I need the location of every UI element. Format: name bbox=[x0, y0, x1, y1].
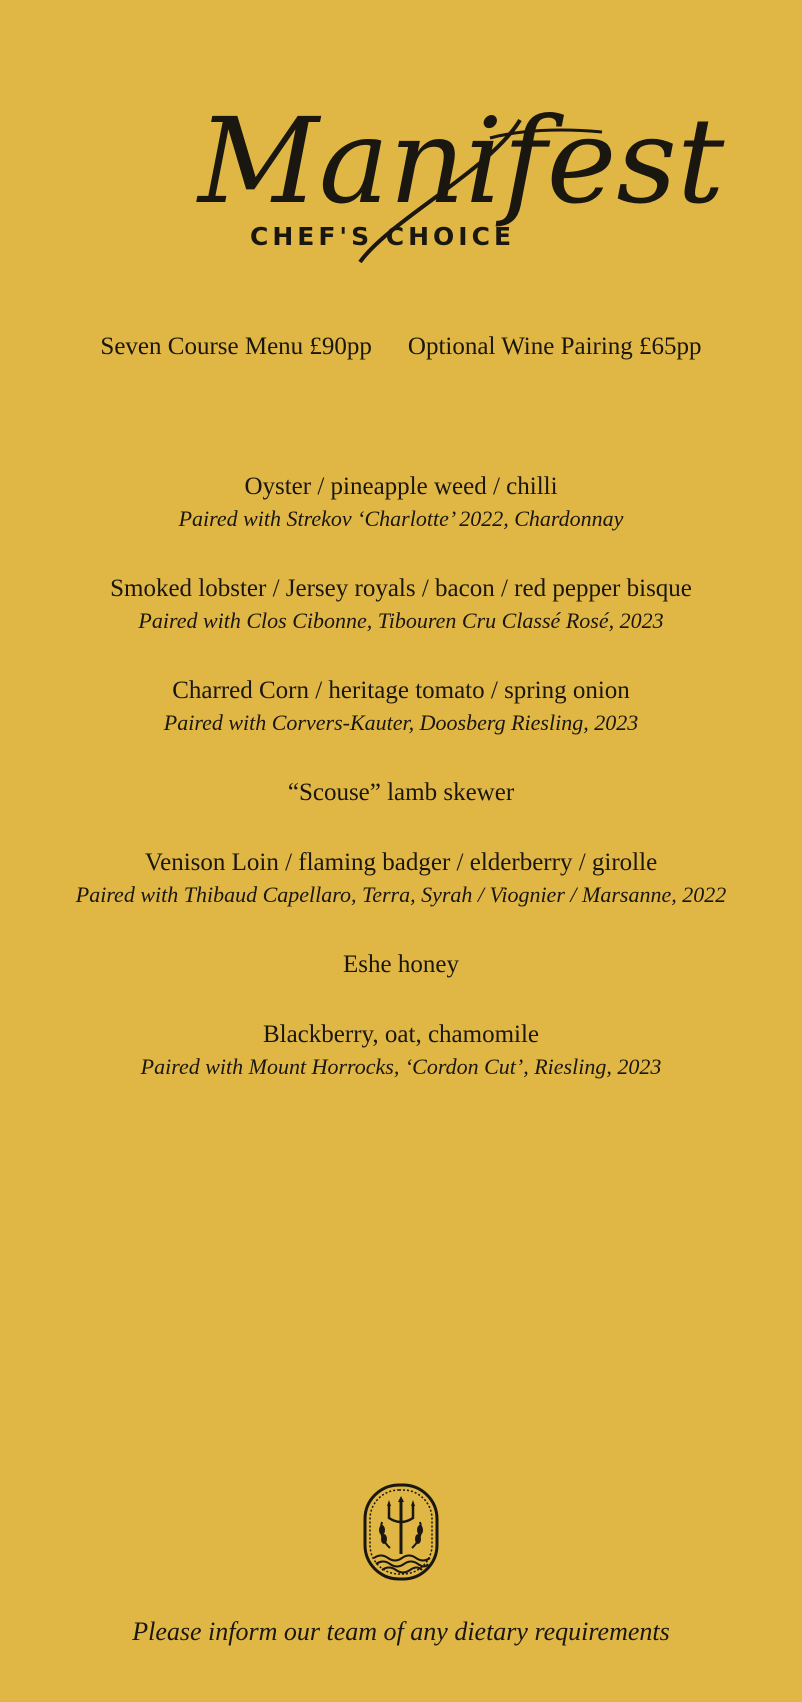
course-item bbox=[0, 1018, 802, 1082]
course-pairing: Paired with Corvers-Kauter, Doosberg Riesling, 2023 bbox=[163, 710, 639, 735]
course-title: Venison Loin / flaming badger / elderberry / girolle bbox=[144, 849, 658, 876]
course-item bbox=[0, 572, 802, 636]
course-item bbox=[0, 674, 802, 738]
course-title: Smoked lobster / Jersey royals / bacon / red pepper bisque bbox=[110, 575, 692, 602]
menu-price: Seven Course Menu £90pp bbox=[100, 333, 372, 360]
course-title: Eshe honey bbox=[343, 951, 459, 978]
logo-subtitle: CHEF'S CHOICE bbox=[250, 222, 516, 251]
course-title: Charred Corn / heritage tomato / spring onion bbox=[172, 677, 630, 704]
course-item bbox=[0, 948, 802, 982]
course-item bbox=[0, 470, 802, 534]
manifest-logo bbox=[190, 92, 725, 270]
logo-script-text: Manifest bbox=[198, 92, 725, 230]
course-item bbox=[0, 776, 802, 810]
course-title: “Scouse” lamb skewer bbox=[287, 779, 515, 806]
course-list bbox=[0, 470, 802, 1120]
course-title: Blackberry, oat, chamomile bbox=[262, 1021, 540, 1048]
dietary-note: Please inform our team of any dietary requirements bbox=[132, 1617, 670, 1646]
course-pairing: Paired with Thibaud Capellaro, Terra, Syrah / Viognier / Marsanne, 2022 bbox=[75, 882, 727, 907]
wine-pairing-price: Optional Wine Pairing £65pp bbox=[407, 333, 702, 360]
course-pairing: Paired with Clos Cibonne, Tibouren Cru Classé Rosé, 2023 bbox=[138, 608, 664, 633]
course-pairing: Paired with Mount Horrocks, ‘Cordon Cut’, Riesling, 2023 bbox=[140, 1054, 662, 1079]
trident-emblem-icon bbox=[362, 1482, 440, 1582]
course-item bbox=[0, 846, 802, 910]
course-pairing: Paired with Strekov ‘Charlotte’ 2022, Chardonnay bbox=[178, 506, 624, 531]
course-title: Oyster / pineapple weed / chilli bbox=[244, 473, 558, 500]
pricing-line bbox=[0, 333, 802, 361]
